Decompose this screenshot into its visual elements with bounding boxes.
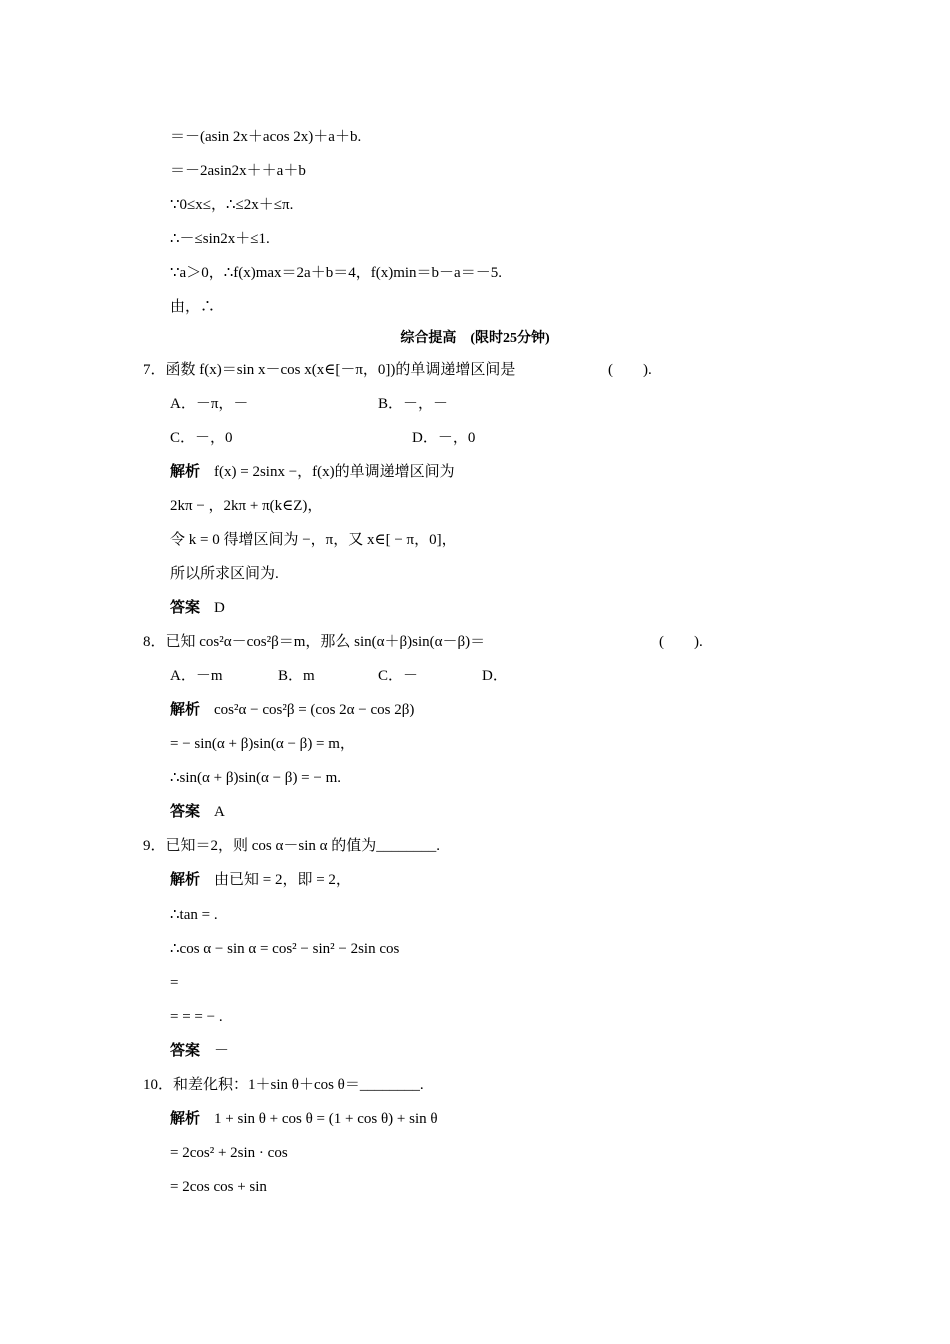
q8-option-d: D． <box>482 668 508 684</box>
q7-solution-text-1: f(x) = 2sinx −，f(x)的单调递增区间为 <box>214 464 455 480</box>
q8-answer-value: A <box>214 804 225 820</box>
q7-solution-3: 令 k = 0 得增区间为 −，π，又 x∈[ − π，0]， <box>170 532 457 548</box>
q8-stem: 8．已知 cos²α－cos²β＝m，那么 sin(α＋β)sin(α－β)＝ <box>143 634 486 650</box>
q7-stem: 7．函数 f(x)＝sin x－cos x(x∈[－π，0])的单调递增区间是 <box>143 362 516 378</box>
solution-line-5: ∵a＞0，∴f(x)max＝2a＋b＝4，f(x)min＝b－a＝－5. <box>170 265 502 281</box>
q8-solution-2: = − sin(α + β)sin(α − β) = m， <box>170 736 355 752</box>
q9-stem: 9．已知＝2，则 cos α－sin α 的值为________. <box>143 838 440 854</box>
section-title: 综合提高 (限时25分钟) <box>400 331 550 346</box>
solution-line-2: ＝－2asin2x＋＋a＋b <box>170 163 306 179</box>
answer-label: 答案 <box>170 1043 201 1059</box>
solution-line-1: ＝－(asin 2x＋acos 2x)＋a＋b. <box>170 129 362 145</box>
q7-answer-value: D <box>214 600 225 616</box>
answer-label: 答案 <box>170 600 201 616</box>
q8-option-a: A．－m <box>170 668 223 684</box>
q9-solution-text-1: 由已知 = 2，即 = 2， <box>214 872 351 888</box>
q10-solution-2: = 2cos² + 2sin · cos <box>170 1145 288 1161</box>
q7-solution-2: 2kπ − ，2kπ + π(k∈Z)， <box>170 498 323 514</box>
q9-answer-value: － <box>214 1043 230 1059</box>
q7-answer-paren: ( ). <box>608 362 652 378</box>
q8-solution-text-1: cos²α − cos²β = (cos 2α − cos 2β) <box>214 702 415 718</box>
solution-label: 解析 <box>170 464 201 480</box>
q9-solution-4: = <box>170 975 179 991</box>
solution-line-4: ∴－≤sin2x＋≤1. <box>170 231 270 247</box>
q7-solution-1 <box>170 462 455 482</box>
solution-label: 解析 <box>170 702 201 718</box>
solution-label: 解析 <box>170 1111 201 1127</box>
q9-answer <box>170 1041 229 1061</box>
solution-line-3: ∵0≤x≤，∴≤2x＋≤π. <box>170 197 294 213</box>
q7-answer <box>170 598 225 618</box>
q7-option-b: B．－，－ <box>378 396 449 412</box>
q9-solution-1 <box>170 870 351 890</box>
q10-solution-1 <box>170 1109 438 1129</box>
answer-label: 答案 <box>170 804 201 820</box>
q10-solution-3: = 2cos cos + sin <box>170 1179 267 1195</box>
q10-solution-text-1: 1 + sin θ + cos θ = (1 + cos θ) + sin θ <box>214 1111 438 1127</box>
q7-option-d: D．－，0 <box>412 430 476 446</box>
q8-solution-1 <box>170 700 414 720</box>
q7-solution-4: 所以所求区间为. <box>170 566 279 582</box>
q10-stem: 10．和差化积：1＋sin θ＋cos θ＝________. <box>143 1077 424 1093</box>
q9-solution-2: ∴tan = . <box>170 907 218 923</box>
q7-option-c: C．－，0 <box>170 430 233 446</box>
solution-label: 解析 <box>170 872 201 888</box>
q9-solution-3: ∴cos α − sin α = cos² − sin² − 2sin cos <box>170 941 400 957</box>
q8-option-c: C．－ <box>378 668 419 684</box>
q8-answer <box>170 802 225 822</box>
q8-solution-3: ∴sin(α + β)sin(α − β) = − m. <box>170 770 342 786</box>
q9-solution-5: = = = − . <box>170 1009 223 1025</box>
q8-option-b: B．m <box>278 668 315 684</box>
solution-line-6: 由，∴ <box>170 299 216 315</box>
q8-answer-paren: ( ). <box>659 634 703 650</box>
q7-option-a: A．－π，－ <box>170 396 249 412</box>
